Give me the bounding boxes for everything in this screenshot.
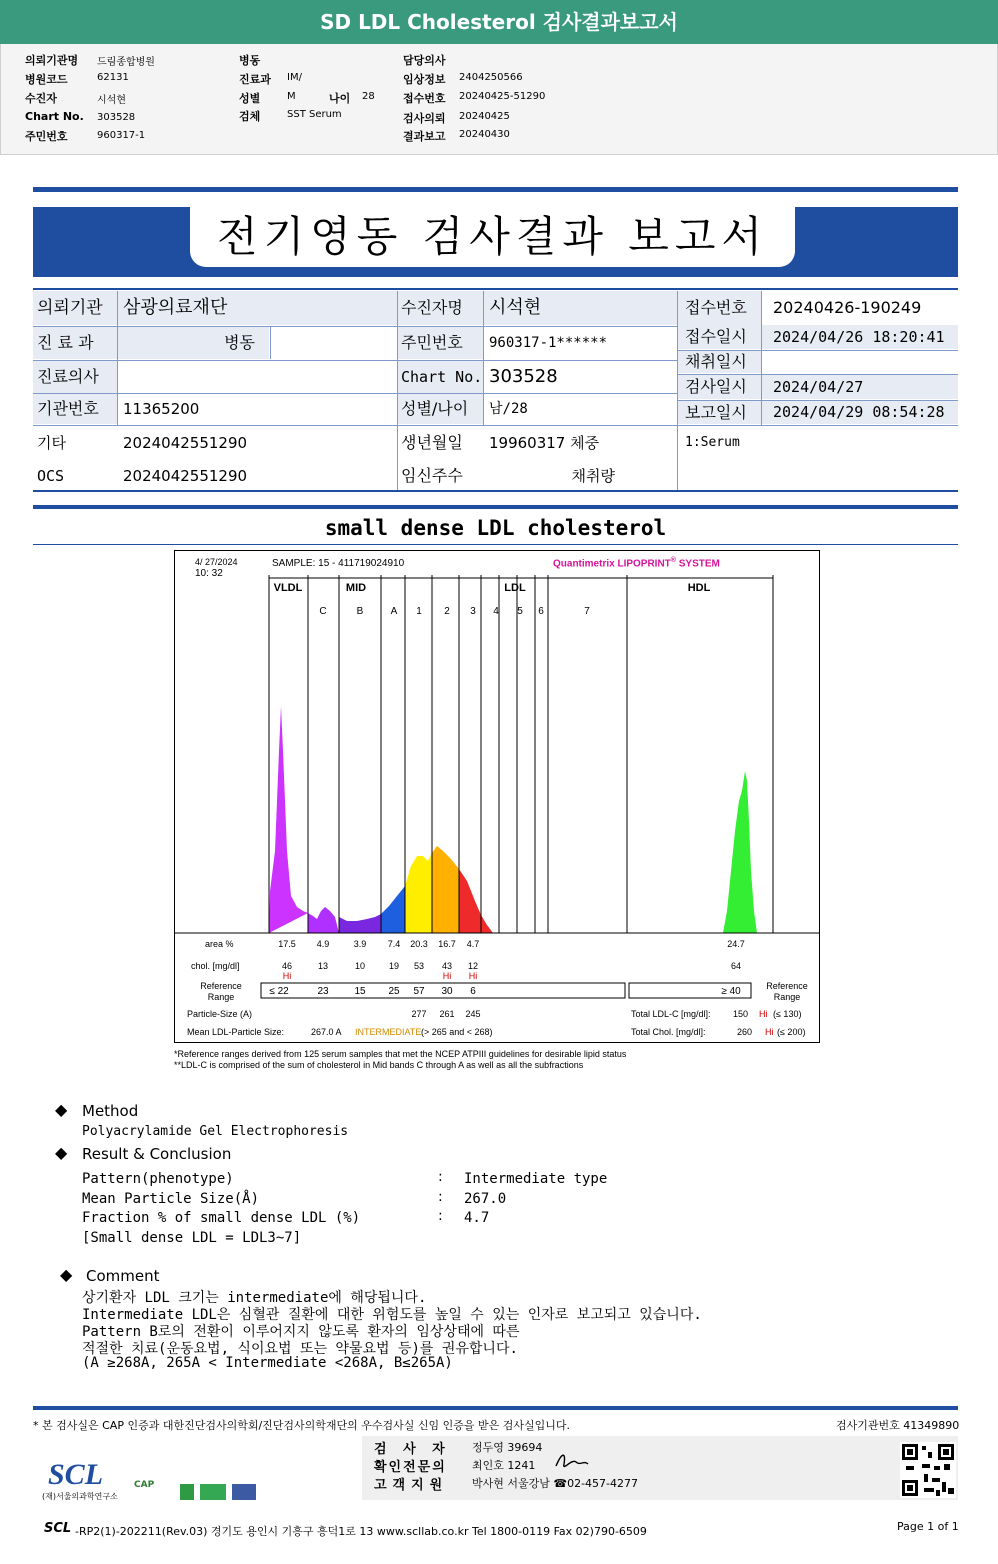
chart-no-label-cell: Chart No. [397,361,483,393]
dept-label: 진료과 [239,73,271,86]
etc-label: 기타 [37,434,66,452]
mid-b-band [339,914,381,933]
method-title: Method [82,1102,139,1120]
total-ldl-value: 150 [733,1009,749,1019]
receipt-label: 접수번호 [403,92,446,105]
collect-label: 채취일시 [677,351,761,373]
specimen-value: SST Serum [287,109,342,120]
total-ldl-label: Total LDL-C [mg/dl]: [631,1009,711,1019]
band-label-7: 7 [584,606,590,617]
request-date-label: 검사의뢰 [403,112,446,125]
chol-value: 43 [441,961,453,971]
result-key-1: Pattern(phenotype) [82,1171,234,1187]
band-label-2: 2 [444,606,450,617]
doctor-label: 담당의사 [403,54,446,67]
group-label-hdl: HDL [687,582,711,594]
cert-icon-2 [200,1484,226,1500]
sex-label: 성별 [239,92,261,105]
report-date-value: 20240430 [459,129,510,140]
support-value: 박사현 서울강남 ☎02-457-4277 [472,1477,639,1490]
band-label-C: C [319,606,327,617]
band-label-1: 1 [416,606,422,617]
group-label-mid: MID [345,582,367,594]
age-label: 나이 [329,92,351,105]
test-date-label: 검사일시 [677,375,761,399]
result-val-2: 267.0 [464,1191,507,1207]
band-label-5: 5 [517,606,523,617]
result-bullet: ◆ [55,1143,68,1162]
area-value: 4.9 [316,939,330,949]
ref-value: 57 [413,986,425,997]
report-title: 전기영동 검사결과 보고서 [190,207,795,267]
chol-value: 10 [354,961,366,971]
ref-value: 30 [441,986,453,997]
ocs-value: 2024042551290 [123,467,248,485]
specimen-label: 검체 [239,110,261,123]
area-value: 20.3 [410,939,428,949]
comment-line-2: Intermediate LDL은 심혈관 질환에 대한 위험도를 높일 수 있는 인자로 보고되고 있습니다. [82,1307,702,1323]
area-value: 4.7 [466,939,480,949]
result-val-3: 4.7 [464,1210,490,1226]
band-label-4: 4 [493,606,499,617]
chart-date: 4/ 27/2024 [195,557,238,567]
chol-value: 53 [413,961,425,971]
vldl-peak [269,706,308,933]
chart-brand: Quantimetrix LIPOPRINT® SYSTEM [553,557,720,570]
report-date-value-cell: 2024/04/29 08:54:28 [761,401,958,424]
chart-title: small dense LDL cholesterol [324,516,667,540]
cert-icon-3 [232,1484,256,1500]
area-value: 7.4 [387,939,401,949]
comment-line-1: 상기환자 LDL 크기는 intermediate에 해당됩니다. [82,1290,427,1306]
recv-value: 2024/04/26 18:20:41 [761,325,958,349]
signature-panel [362,1436,958,1500]
total-chol-ref: (≤ 200) [777,1027,806,1037]
hi-flag: Hi [468,971,478,981]
test-date-value: 2024/04/27 [761,375,958,399]
hi-flag: Hi [442,971,452,981]
top-rule [33,187,958,192]
hdl-peak [723,771,757,933]
scl-logo: SCL [48,1458,104,1491]
cap-note: * 본 검사실은 CAP 인증과 대한진단검사의학회/진단검사의학재단의 우수검사실 신임 인증을 받은 검사실입니다. [33,1419,571,1432]
ref-value: 25 [388,986,400,997]
brand-name: Quantimetrix LIPOPRINT [553,558,671,570]
report-date-label-cell: 보고일시 [677,401,761,424]
rrn-value: 960317-1 [97,130,146,141]
particle-size-value: 277 [411,1009,427,1019]
specimen-value-cell: 1:Serum [685,435,740,450]
particle-size-value: 245 [465,1009,481,1019]
comment-title: Comment [86,1267,160,1285]
rrn-label: 주민번호 [25,130,68,143]
method-text: Polyacrylamide Gel Electrophoresis [82,1124,349,1139]
rrn-label-cell: 주민번호 [397,327,483,359]
chart-title-rule [33,544,958,545]
qr-code-icon [900,1442,956,1498]
group-label-ldl: LDL [504,582,526,594]
org-number: 검사기관번호 41349890 [836,1419,960,1432]
method-bullet: ◆ [55,1100,68,1119]
band-label-B: B [356,606,364,617]
receipt-label-cell: 접수번호 [677,291,761,325]
band-label-A: A [390,606,398,617]
ref-value: ≤ 22 [269,986,289,997]
total-chol-flag: Hi [765,1027,774,1037]
result-title: Result & Conclusion [82,1145,232,1163]
requester-value: 드림종합병원 [97,57,155,68]
result-key-3: Fraction % of small dense LDL (%) [82,1210,361,1226]
mid-a-band [381,886,405,933]
result-key-2: Mean Particle Size(Å) [82,1191,260,1207]
footnote-2: **LDL-C is comprised of the sum of cholesterol in Mid bands C through A as well as all the subfractions [174,1060,584,1070]
area-value: 3.9 [353,939,367,949]
requester-label: 의뢰기관명 [25,54,79,67]
ocs-label: OCS [37,467,65,485]
institution-label: 의뢰기관 [33,291,117,325]
scl-logo-sub: (재)서울의과학연구소 [42,1492,118,1501]
comment-line-5: (A ≥268A, 265A < Intermediate <268A, B≤265A) [82,1355,453,1371]
particle-size-value: 261 [439,1009,455,1019]
total-chol-label: Total Chol. [mg/dl]: [631,1027,706,1037]
chol-value: 64 [730,961,742,971]
report-date-label: 결과보고 [403,130,446,143]
chart-no-value: 303528 [97,112,136,123]
mean-size-value: 267.0 A [311,1027,342,1037]
comment-line-3: Pattern B로의 전환이 이루어지지 않도록 환자의 임상상태에 따른 [82,1324,520,1340]
institution-value: 삼광의료재단 [117,291,397,325]
hi-flag: Hi [282,971,292,981]
area-value: 24.7 [727,939,745,949]
sexage-label: 성별/나이 [397,394,483,424]
hospital-code-label: 병원코드 [25,73,68,86]
dob-value: 19960317 체중 [489,434,600,452]
section-rule [33,505,958,509]
age-value: 28 [362,91,375,102]
chart-sample: SAMPLE: 15 - 411719024910 [272,558,405,569]
dob-label: 생년월일 [401,433,463,452]
reviewer-value: 최인호 1241 [472,1459,536,1472]
brand-suffix: SYSTEM [678,558,720,570]
doctor-label-cell: 진료의사 [33,361,117,393]
group-label-vldl: VLDL [273,582,303,594]
dept-label-cell: 진 료 과 [33,327,117,359]
bottom-address: -RP2(1)-202211(Rev.03) 경기도 용인시 기흥구 흥덕1로 13 www.scllab.co.kr Tel 1800-0119 Fax 02)790-6509 [75,1525,647,1538]
mean-size-range: (> 265 and < 268) [421,1027,493,1037]
total-chol-value: 260 [737,1027,753,1037]
area-value: 17.5 [278,939,296,949]
inst-no-value: 11365200 [123,400,200,418]
ref-label-2: Range [207,992,235,1002]
area-row-label: area % [205,939,234,949]
preg-value: 채취량 [571,467,615,485]
mean-size-class: INTERMEDIATE [355,1027,422,1037]
patient-value: 시석현 [97,95,126,106]
grid-bottom-rule [33,490,958,492]
receipt-value-cell: 20240426-190249 [773,298,922,317]
dept-value: IM/ [287,72,302,83]
chart-svg [175,551,819,1042]
chol-value: 19 [388,961,400,971]
chart-no-label: Chart No. [25,110,84,123]
comment-line-4: 적절한 치료(운동요법, 식이요법 또는 약물요법 등)를 권유합니다. [82,1341,518,1357]
ldl1-band [405,853,432,933]
inst-no-label: 기관번호 [33,394,117,424]
grid-top-rule [33,288,958,290]
patient-label: 수진자 [25,92,57,105]
sexage-value: 남/28 [489,401,528,417]
tester-label: 검 사 자 [374,1442,451,1457]
ref-label-hdl-2: Range [773,992,801,1002]
chol-value: 46 [281,961,293,971]
tester-value: 정두영 39694 [472,1441,543,1454]
chol-row-label: chol. [mg/dl] [191,961,240,971]
ref-value: 15 [354,986,366,997]
reviewer-label: 확인전문의 [374,1460,447,1475]
receipt-value: 20240425-51290 [459,91,546,102]
footnote-1: *Reference ranges derived from 125 serum samples that met the NCEP ATPIII guidelines for desirable lipid status [174,1049,627,1059]
ward-value: 병동 [117,327,269,359]
chart-no-value-cell: 303528 [489,366,558,387]
comment-bullet: ◆ [60,1265,73,1284]
clinical-info-label: 임상정보 [403,73,446,86]
result-colon-3: : [438,1208,443,1224]
page-number: Page 1 of 1 [897,1520,959,1533]
sex-value: M [287,91,296,102]
signature-mark [552,1448,592,1474]
chart-time: 10: 32 [195,568,223,579]
ref-label-1: Reference [200,981,242,991]
bottom-logo: SCL [44,1521,72,1536]
rrn-value-cell: 960317-1****** [489,335,608,351]
patient-value-cell: 시석현 [483,291,677,325]
preg-label: 임신주수 [401,466,463,485]
patient-label-cell: 수진자명 [397,291,483,325]
total-ldl-ref: (≤ 130) [773,1009,802,1019]
ldl3-band [459,869,493,933]
area-value: 16.7 [438,939,456,949]
ref-value: 6 [470,986,476,997]
chol-value: 12 [467,961,479,971]
ref-label-hdl-1: Reference [766,981,808,991]
cap-badge: CAP [134,1480,155,1490]
result-note: [Small dense LDL = LDL3~7] [82,1230,302,1246]
mean-size-label: Mean LDL-Particle Size: [187,1027,285,1037]
hospital-code-value: 62131 [97,72,129,83]
ref-value-hdl: ≥ 40 [721,986,741,997]
chol-value: 13 [317,961,329,971]
header-info-panel [0,44,998,155]
ward-label: 병동 [239,54,261,67]
header-title: SD LDL Cholesterol 검사결과보고서 [0,0,998,44]
band-label-3: 3 [470,606,476,617]
result-val-1: Intermediate type [464,1171,608,1187]
support-label: 고객지원 [374,1478,449,1493]
ldl2-band [432,846,459,933]
result-colon-2: : [438,1189,443,1205]
result-colon-1: : [438,1169,443,1185]
etc-value: 2024042551290 [123,434,248,452]
clinical-info-value: 2404250566 [459,72,523,83]
cert-icon-1 [180,1484,194,1500]
ref-value: 23 [317,986,329,997]
recv-label: 접수일시 [677,325,761,349]
lipoprint-chart [174,550,820,1043]
request-date-value: 20240425 [459,111,510,122]
mid-c-band [308,907,339,933]
particle-size-label: Particle-Size (A) [187,1009,253,1019]
band-label-6: 6 [538,606,544,617]
total-ldl-flag: Hi [759,1009,768,1019]
footer-rule [33,1406,958,1410]
